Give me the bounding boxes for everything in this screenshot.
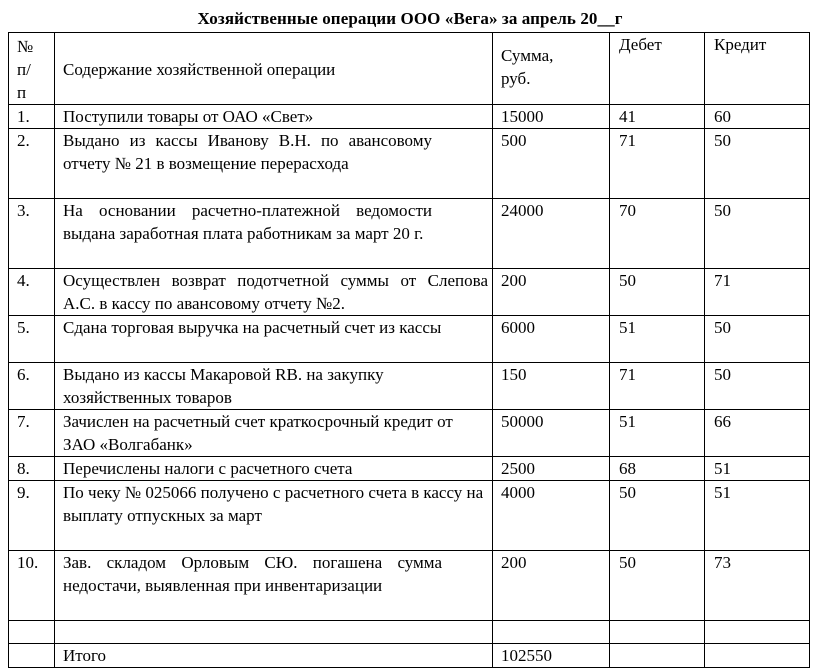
table-row [9, 481, 810, 551]
header-amount: Сумма, руб. [501, 46, 554, 88]
table-row [9, 457, 810, 481]
row-debit: 41 [610, 105, 705, 129]
row-debit: 50 [610, 269, 705, 316]
row-num: 7. [9, 410, 55, 457]
header-num-cell [9, 33, 55, 105]
row-debit: 50 [610, 481, 705, 551]
row-description: Сдана торговая выручка на расчетный счет из кассы [55, 316, 493, 363]
row-credit: 71 [705, 269, 810, 316]
empty-cell [9, 621, 55, 644]
row-amount: 500 [493, 129, 610, 199]
row-amount: 6000 [493, 316, 610, 363]
row-amount: 15000 [493, 105, 610, 129]
row-credit: 73 [705, 551, 810, 621]
row-description: Осуществлен возврат подотчетной суммы от Слепова А.С. в кассу по авансовому отчету №2. [55, 269, 493, 316]
empty-row [9, 621, 810, 644]
row-num: 9. [9, 481, 55, 551]
row-debit: 50 [610, 551, 705, 621]
empty-cell [705, 621, 810, 644]
row-amount: 4000 [493, 481, 610, 551]
header-credit-cell [705, 33, 810, 105]
row-description: Поступили товары от ОАО «Свет» [55, 105, 493, 129]
row-credit: 60 [705, 105, 810, 129]
row-num: 4. [9, 269, 55, 316]
empty-cell [610, 621, 705, 644]
table-row [9, 129, 810, 199]
row-amount: 2500 [493, 457, 610, 481]
header-debit: Дебет [619, 35, 662, 54]
empty-cell [610, 644, 705, 668]
table-row [9, 551, 810, 621]
header-row [9, 33, 810, 105]
row-description: На основании расчетно-платежной ведомости выдана заработная плата работникам за март 20 г. [55, 199, 493, 269]
row-credit: 51 [705, 481, 810, 551]
total-row [9, 644, 810, 668]
row-amount: 200 [493, 551, 610, 621]
row-description: Перечислены налоги с расчетного счета [55, 457, 493, 481]
row-credit: 50 [705, 316, 810, 363]
empty-cell [705, 644, 810, 668]
header-description-cell [55, 33, 493, 105]
row-debit: 51 [610, 410, 705, 457]
row-description: Выдано из кассы Иванову В.Н. по авансовому отчету № 21 в возмещение перерасхода [55, 129, 493, 199]
table-body [9, 33, 810, 668]
table-row [9, 269, 810, 316]
header-description: Содержание хозяйственной операции [63, 60, 336, 79]
row-description: Зачислен на расчетный счет краткосрочный кредит от ЗАО «Волгабанк» [55, 410, 493, 457]
table-row [9, 316, 810, 363]
document-title: Хозяйственные операции ООО «Вега» за апрель 20__г [197, 9, 623, 28]
header-credit: Кредит [714, 35, 767, 54]
row-description: Выдано из кассы Макаровой RB. на закупку хозяйственных товаров [55, 363, 493, 410]
row-description: Зав. складом Орловым СЮ. погашена сумма недостачи, выявленная при инвентаризации [55, 551, 493, 621]
header-amount-cell [493, 33, 610, 105]
table-row [9, 363, 810, 410]
row-amount: 24000 [493, 199, 610, 269]
table-row [9, 410, 810, 457]
row-num: 1. [9, 105, 55, 129]
table-row [9, 105, 810, 129]
row-amount: 200 [493, 269, 610, 316]
row-num: 10. [9, 551, 55, 621]
operations-table [8, 32, 810, 668]
row-num: 5. [9, 316, 55, 363]
row-description: По чеку № 025066 получено с расчетного счета в кассу на выплату отпускных за март [55, 481, 493, 551]
row-credit: 50 [705, 129, 810, 199]
row-amount: 150 [493, 363, 610, 410]
empty-cell [9, 644, 55, 668]
row-credit: 51 [705, 457, 810, 481]
row-num: 6. [9, 363, 55, 410]
row-num: 3. [9, 199, 55, 269]
row-debit: 51 [610, 316, 705, 363]
row-debit: 71 [610, 363, 705, 410]
row-debit: 71 [610, 129, 705, 199]
row-debit: 68 [610, 457, 705, 481]
row-num: 2. [9, 129, 55, 199]
row-num: 8. [9, 457, 55, 481]
empty-cell [55, 621, 493, 644]
total-amount: 102550 [493, 644, 610, 668]
row-amount: 50000 [493, 410, 610, 457]
row-credit: 50 [705, 199, 810, 269]
total-label: Итого [55, 644, 493, 668]
table-row [9, 199, 810, 269]
row-credit: 50 [705, 363, 810, 410]
row-credit: 66 [705, 410, 810, 457]
empty-cell [493, 621, 610, 644]
header-num: № п/ п [17, 37, 34, 102]
header-debit-cell [610, 33, 705, 105]
row-debit: 70 [610, 199, 705, 269]
